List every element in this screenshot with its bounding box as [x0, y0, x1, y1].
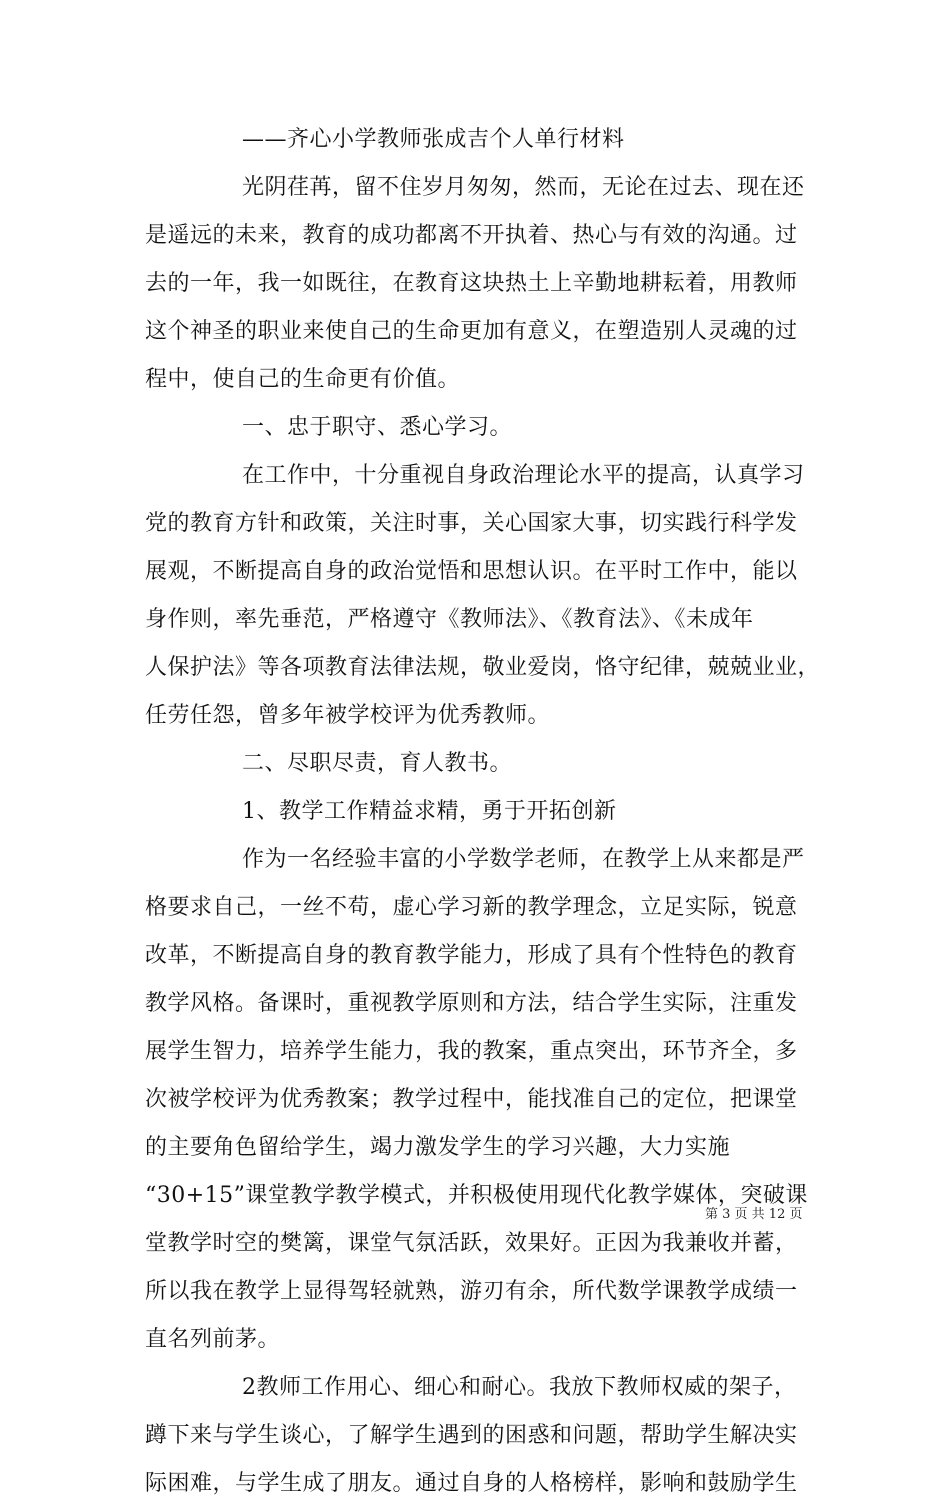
paragraph-line: 改革，不断提高自身的教育教学能力，形成了具有个性特色的教育 [145, 943, 798, 968]
paragraph-line: 光阴荏苒，留不住岁月匆匆，然而，无论在过去、现在还 [242, 175, 805, 200]
page-number-footer: 第 3 页 共 12 页 [705, 1207, 803, 1222]
paragraph-line: 身作则，率先垂范，严格遵守《教师法》、《教育法》、《未成年 [145, 607, 754, 632]
paragraph-line: 人保护法》等各项教育法律法规，敬业爱岗，恪守纪律，兢兢业业， [145, 655, 821, 680]
section-heading: 二、尽职尽责，育人教书。 [242, 751, 513, 776]
paragraph-line: 在工作中，十分重视自身政治理论水平的提高，认真学习 [242, 463, 805, 488]
subtitle-line: ——齐心小学教师张成吉个人单行材料 [242, 127, 625, 152]
paragraph-line: 的主要角色留给学生，竭力激发学生的学习兴趣，大力实施 [145, 1135, 731, 1160]
paragraph-line: 展学生智力，培养学生能力，我的教案，重点突出，环节齐全，多 [145, 1039, 798, 1064]
body-text [145, 116, 821, 1508]
paragraph-line: 蹲下来与学生谈心，了解学生遇到的困惑和问题，帮助学生解决实 [145, 1423, 798, 1448]
paragraph-line: 格要求自己，一丝不苟，虚心学习新的教学理念，立足实际，锐意 [145, 895, 798, 920]
paragraph-line: 次被学校评为优秀教案；教学过程中，能找准自己的定位，把课堂 [145, 1087, 798, 1112]
paragraph-line: 作为一名经验丰富的小学数学老师，在教学上从来都是严 [242, 847, 805, 872]
paragraph-line: 是遥远的未来，教育的成功都离不开执着、热心与有效的沟通。过 [145, 223, 798, 248]
paragraph-line: 2教师工作用心、细心和耐心。我放下教师权威的架子， [242, 1375, 797, 1400]
paragraph-line: 去的一年，我一如既往，在教育这块热土上辛勤地耕耘着，用教师 [145, 271, 798, 296]
subsection-heading: 1、教学工作精益求精，勇于开拓创新 [242, 799, 617, 824]
paragraph-line: 任劳任怨，曾多年被学校评为优秀教师。 [145, 703, 551, 728]
paragraph-line: 这个神圣的职业来使自己的生命更加有意义，在塑造别人灵魂的过 [145, 319, 798, 344]
paragraph-line: 教学风格。备课时，重视教学原则和方法，结合学生实际，注重发 [145, 991, 798, 1016]
paragraph-line: 党的教育方针和政策，关注时事，关心国家大事，切实践行科学发 [145, 511, 798, 536]
paragraph-line: 际困难，与学生成了朋友。通过自身的人格榜样，影响和鼓励学生 [145, 1471, 798, 1496]
paragraph-line: 展观，不断提高自身的政治觉悟和思想认识。在平时工作中，能以 [145, 559, 798, 584]
paragraph-line: “30+15”课堂教学教学模式，并积极使用现代化教学媒体，突破课 [145, 1183, 808, 1208]
paragraph-line: 直名列前茅。 [145, 1327, 281, 1352]
paragraph-line: 堂教学时空的樊篱，课堂气氛活跃，效果好。正因为我兼收并蓄， [145, 1231, 798, 1256]
paragraph-line: 所以我在教学上显得驾轻就熟，游刃有余，所代数学课教学成绩一 [145, 1279, 798, 1304]
section-heading: 一、忠于职守、悉心学习。 [242, 415, 513, 440]
paragraph-line: 程中，使自己的生命更有价值。 [145, 367, 461, 392]
